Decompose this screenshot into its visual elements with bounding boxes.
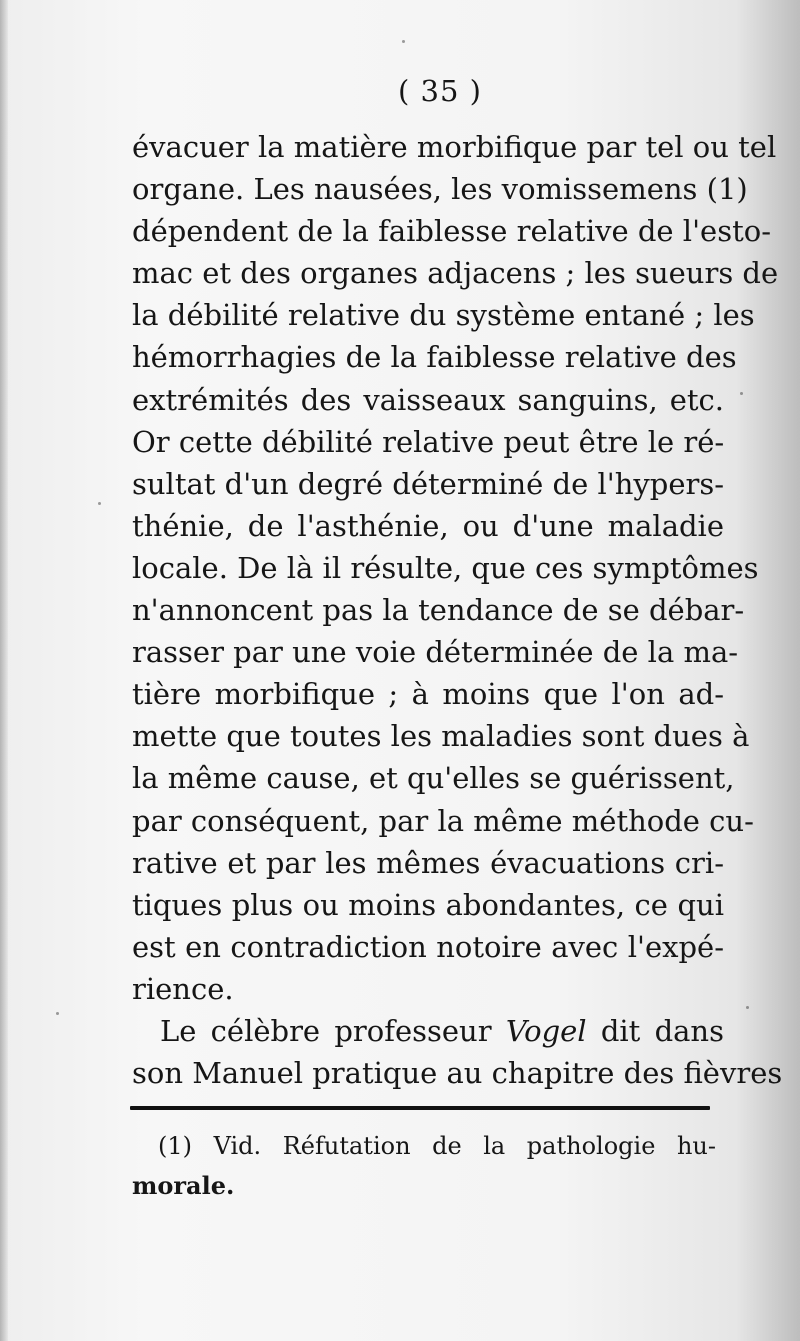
ink-speck	[746, 1006, 749, 1009]
author-name: Vogel	[505, 1013, 587, 1048]
text-segment: dit dans	[600, 1013, 724, 1048]
ink-speck	[740, 392, 743, 395]
text-line: n'annoncent pas la tendance de se débar-	[132, 593, 745, 628]
text-line: rative et par les mêmes évacuations cri-	[132, 845, 724, 880]
text-line: extrémités des vaisseaux sanguins, etc.	[132, 382, 724, 417]
text-line: organe. Les nausées, les vomissemens (1)	[132, 172, 748, 207]
text-line: hémorrhagies de la faiblesse relative des	[132, 340, 737, 375]
ink-speck	[98, 502, 101, 505]
text-line: thénie, de l'asthénie, ou d'une maladie	[132, 508, 724, 543]
text-line: la même cause, et qu'elles se guérissent,	[132, 761, 735, 796]
page-number: ( 35 )	[398, 74, 482, 108]
text-line: évacuer la matière morbifique par tel ou tel	[132, 130, 777, 164]
text-line: par conséquent, par la même méthode cu-	[132, 803, 754, 838]
text-line: mette que toutes les maladies sont dues à	[132, 719, 750, 754]
page-edge-shadow	[0, 0, 8, 1341]
text-line: tière morbifique ; à moins que l'on ad-	[132, 677, 724, 712]
text-line: la débilité relative du système entané ; les	[132, 298, 755, 333]
body-text	[132, 126, 783, 1094]
text-segment: Le célèbre professeur	[160, 1013, 492, 1048]
footnote-divider	[130, 1106, 710, 1110]
text-line: rience.	[132, 971, 234, 1006]
paragraph-2-line-2: son Manuel pratique au chapitre des fièvres	[132, 1056, 783, 1091]
text-line: est en contradiction notoire avec l'expé-	[132, 929, 724, 964]
ink-speck	[56, 1012, 59, 1015]
ink-speck	[402, 40, 405, 43]
text-line: sultat d'un degré déterminé de l'hypers-	[132, 466, 725, 501]
text-line: mac et des organes adjacens ; les sueurs de	[132, 256, 779, 291]
text-line: Or cette débilité relative peut être le ré-	[132, 424, 725, 459]
footnote	[132, 1126, 716, 1206]
text-line: dépendent de la faiblesse relative de l'esto-	[132, 214, 772, 249]
footnote-line: (1) Vid. Réfutation de la pathologie hu-	[158, 1132, 716, 1160]
text-line: locale. De là il résulte, que ces symptômes	[132, 550, 759, 585]
footnote-line: morale.	[132, 1171, 235, 1200]
text-line: tiques plus ou moins abondantes, ce qui	[132, 887, 724, 922]
paragraph-2-line-1	[132, 1010, 724, 1052]
text-line: rasser par une voie déterminée de la ma-	[132, 635, 739, 670]
